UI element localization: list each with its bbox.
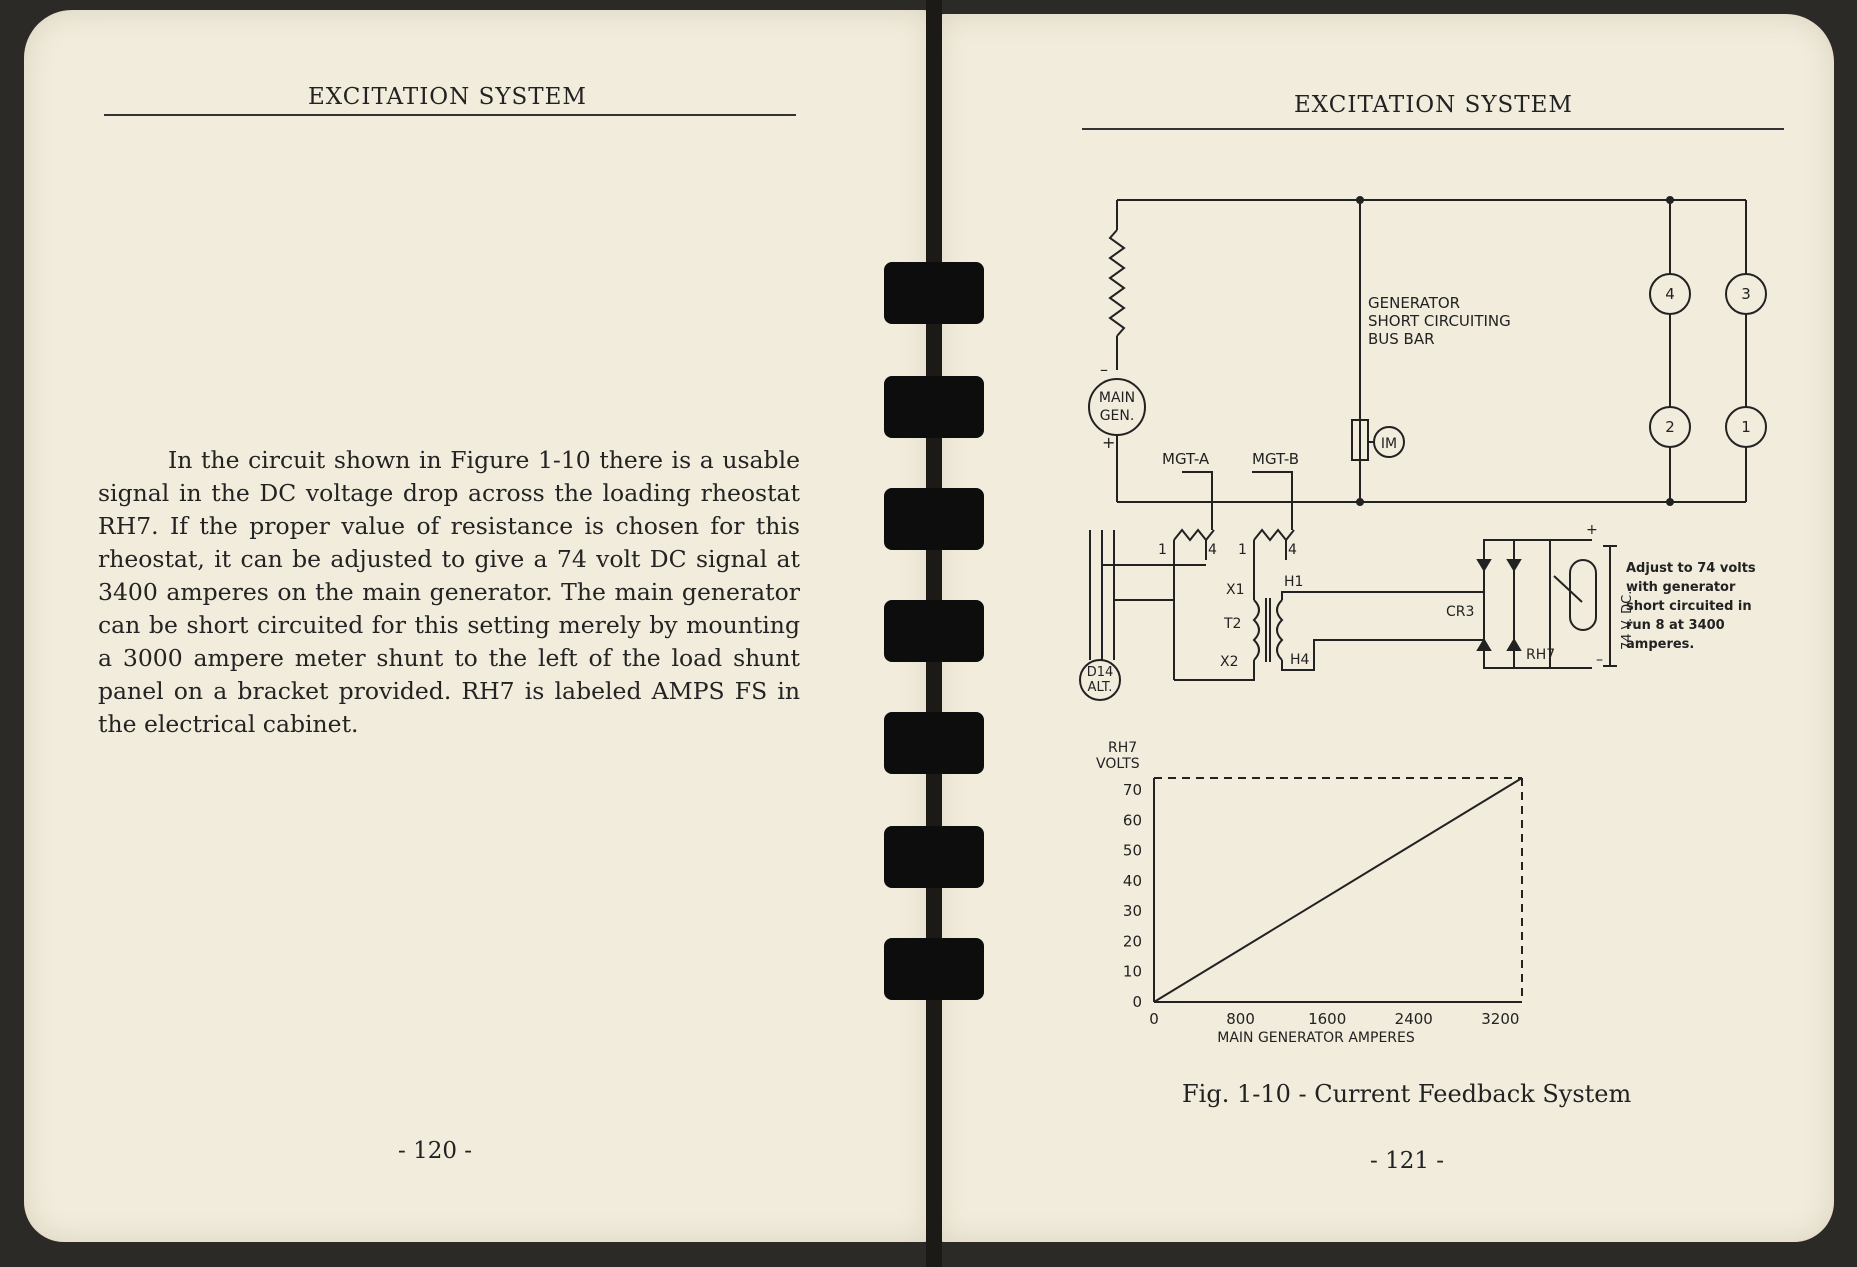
body-text: In the circuit shown in Figure 1-10 there is a usable signal in the DC voltage drop across the loading rheostat RH7. If the proper value of resistance is chosen for this rheostat, it can be adjusted to give a 74 volt DC signal at 3400 amperes on the main generator. The main generator can be short circuited for this setting merely by mounting a 3000 ampere meter shunt to the left of the load shunt panel on a bracket provided. RH7 is labeled AMPS FS in the electrical cabinet. bbox=[98, 446, 800, 738]
right-header-rule bbox=[1082, 128, 1784, 130]
meter-1: 1 bbox=[1741, 418, 1751, 436]
main-gen-label-1: MAIN bbox=[1098, 390, 1136, 406]
mgt-b-1: 1 bbox=[1238, 542, 1247, 558]
x-tick-label: 2400 bbox=[1394, 1010, 1433, 1028]
y-tick-label: 50 bbox=[1122, 841, 1142, 860]
figure-caption: Fig. 1-10 - Current Feedback System bbox=[1182, 1080, 1632, 1108]
chart-ylabel: RH7 VOLTS bbox=[1096, 740, 1140, 772]
x1-label: X1 bbox=[1226, 582, 1245, 598]
binding-coil bbox=[884, 712, 984, 774]
adjust-note-1: Adjust to 74 volts bbox=[1626, 561, 1756, 576]
y-tick-label: 30 bbox=[1122, 902, 1142, 921]
cr3-label: CR3 bbox=[1446, 604, 1475, 620]
main-gen-label-2: GEN. bbox=[1099, 408, 1135, 424]
meter-4: 4 bbox=[1665, 285, 1675, 303]
body-paragraph bbox=[98, 444, 800, 741]
alt-label-1: D14 bbox=[1086, 665, 1114, 680]
mgt-a-label: MGT-A bbox=[1162, 450, 1210, 468]
alt-label-2: ALT. bbox=[1087, 680, 1113, 695]
adjust-note-2: with generator bbox=[1626, 580, 1736, 595]
mgt-a-1: 1 bbox=[1158, 542, 1167, 558]
mgt-b-4: 4 bbox=[1288, 542, 1297, 558]
y-tick-label: 10 bbox=[1122, 962, 1142, 981]
adjust-note-5: amperes. bbox=[1626, 637, 1695, 652]
im-label: IM bbox=[1380, 436, 1398, 452]
rh7-volts-chart bbox=[1090, 738, 1530, 1058]
x2-label: X2 bbox=[1220, 654, 1239, 670]
binding-coil bbox=[884, 938, 984, 1000]
circuit-diagram bbox=[1070, 180, 1790, 720]
adjust-note-3: short circuited in bbox=[1626, 599, 1752, 614]
bus-bar-label-1: GENERATOR bbox=[1368, 294, 1461, 312]
binding-coil bbox=[884, 262, 984, 324]
bus-bar-label-2: SHORT CIRCUITING bbox=[1368, 312, 1511, 330]
y-tick-label: 60 bbox=[1122, 811, 1142, 830]
minus-sign: – bbox=[1100, 360, 1108, 379]
adjust-note-4: run 8 at 3400 bbox=[1626, 618, 1725, 633]
left-header-rule bbox=[104, 114, 796, 116]
binding-coil bbox=[884, 488, 984, 550]
bridge-plus: + bbox=[1586, 522, 1598, 538]
mgt-a-4: 4 bbox=[1208, 542, 1217, 558]
y-tick-label: 20 bbox=[1122, 932, 1142, 951]
binding-coil bbox=[884, 826, 984, 888]
y-tick-label: 70 bbox=[1122, 781, 1142, 800]
t2-label: T2 bbox=[1224, 616, 1242, 632]
meter-3: 3 bbox=[1741, 285, 1751, 303]
bridge-minus: – bbox=[1596, 652, 1603, 668]
right-page-header: EXCITATION SYSTEM bbox=[1294, 92, 1573, 118]
h1-label: H1 bbox=[1284, 574, 1304, 590]
chart-xlabel: MAIN GENERATOR AMPERES bbox=[1217, 1030, 1415, 1046]
series-line bbox=[1154, 778, 1522, 1002]
binding-coil bbox=[884, 600, 984, 662]
rh7-label: RH7 bbox=[1526, 647, 1556, 663]
y-tick-label: 40 bbox=[1122, 871, 1142, 890]
x-tick-label: 1600 bbox=[1308, 1010, 1347, 1028]
binding-coil bbox=[884, 376, 984, 438]
mgt-b-label: MGT-B bbox=[1252, 450, 1299, 468]
x-tick-label: 3200 bbox=[1481, 1010, 1520, 1028]
right-page-number: - 121 - bbox=[1370, 1148, 1445, 1174]
x-tick-label: 800 bbox=[1226, 1010, 1255, 1028]
left-page-header: EXCITATION SYSTEM bbox=[308, 84, 587, 110]
y-tick-label: 0 bbox=[1132, 993, 1142, 1011]
h4-label: H4 bbox=[1290, 652, 1310, 668]
left-page-number: - 120 - bbox=[398, 1138, 473, 1164]
volts-label: 74 V. DC. bbox=[1620, 590, 1635, 650]
meter-2: 2 bbox=[1665, 418, 1675, 436]
plus-sign: + bbox=[1102, 433, 1116, 452]
x-tick-label: 0 bbox=[1149, 1010, 1159, 1028]
bus-bar-label-3: BUS BAR bbox=[1368, 330, 1435, 348]
